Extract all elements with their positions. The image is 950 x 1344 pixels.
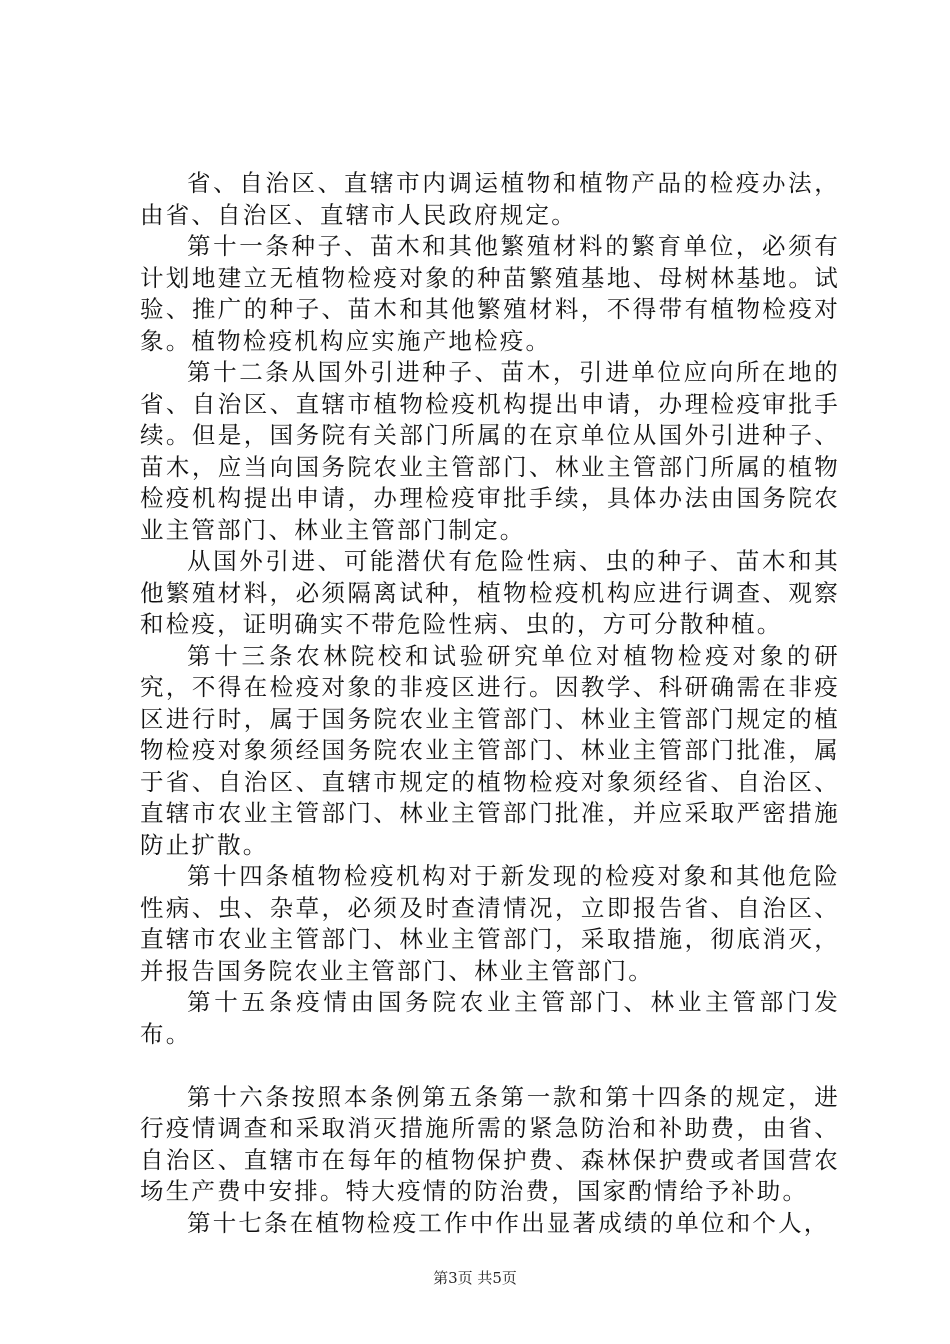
paragraph-provincial-quarantine: 省、自治区、直辖市内调运植物和植物产品的检疫办法，由省、自治区、直辖市人民政府规定。: [140, 169, 840, 229]
page-footer: [0, 1268, 950, 1288]
paragraph-article-15: 第十五条疫情由国务院农业主管部门、林业主管部门发布。: [140, 988, 840, 1048]
paragraph-foreign-import: 从国外引进、可能潜伏有危险性病、虫的种子、苗木和其他繁殖材料，必须隔离试种，植物检疫机构应进行调查、观察和检疫，证明确实不带危险性病、虫的，方可分散种植。: [140, 547, 840, 638]
page-number-label: 第3页 共5页: [433, 1269, 517, 1287]
paragraph-article-13: 第十三条农林院校和试验研究单位对植物检疫对象的研究，不得在检疫对象的非疫区进行。因教学、科研确需在非疫区进行时，属于国务院农业主管部门、林业主管部门规定的植物检疫对象须经国务院农业主管部门、林业主管部门批准，属于省、自治区、直辖市规定的植物检疫对象须经省、自治区、直辖市农业主管部门、林业主管部门批准，并应采取严密措施防止扩散。: [140, 641, 840, 859]
paragraph-article-11: 第十一条种子、苗木和其他繁殖材料的繁育单位，必须有计划地建立无植物检疫对象的种苗繁殖基地、母树林基地。试验、推广的种子、苗木和其他繁殖材料，不得带有植物检疫对象。植物检疫机构应实施产地检疫。: [140, 232, 840, 355]
paragraph-article-12: 第十二条从国外引进种子、苗木，引进单位应向所在地的省、自治区、直辖市植物检疫机构提出申请，办理检疫审批手续。但是，国务院有关部门所属的在京单位从国外引进种子、苗木，应当向国务院农业主管部门、林业主管部门所属的植物检疫机构提出申请，办理检疫审批手续，具体办法由国务院农业主管部门、林业主管部门制定。: [140, 358, 840, 544]
paragraph-article-16: 第十六条按照本条例第五条第一款和第十四条的规定，进行疫情调查和采取消灭措施所需的紧急防治和补助费，由省、自治区、直辖市在每年的植物保护费、森林保护费或者国营农场生产费中安排。特大疫情的防治费，国家酌情给予补助。: [140, 1082, 840, 1205]
paragraph-article-17: 第十七条在植物检疫工作中作出显著成绩的单位和个人，: [187, 1208, 830, 1237]
paragraph-article-14: 第十四条植物检疫机构对于新发现的检疫对象和其他危险性病、虫、杂草，必须及时查清情况，立即报告省、自治区、直辖市农业主管部门、林业主管部门，采取措施，彻底消灭，并报告国务院农业主管部门、林业主管部门。: [140, 862, 840, 985]
document-body: [140, 168, 840, 1239]
